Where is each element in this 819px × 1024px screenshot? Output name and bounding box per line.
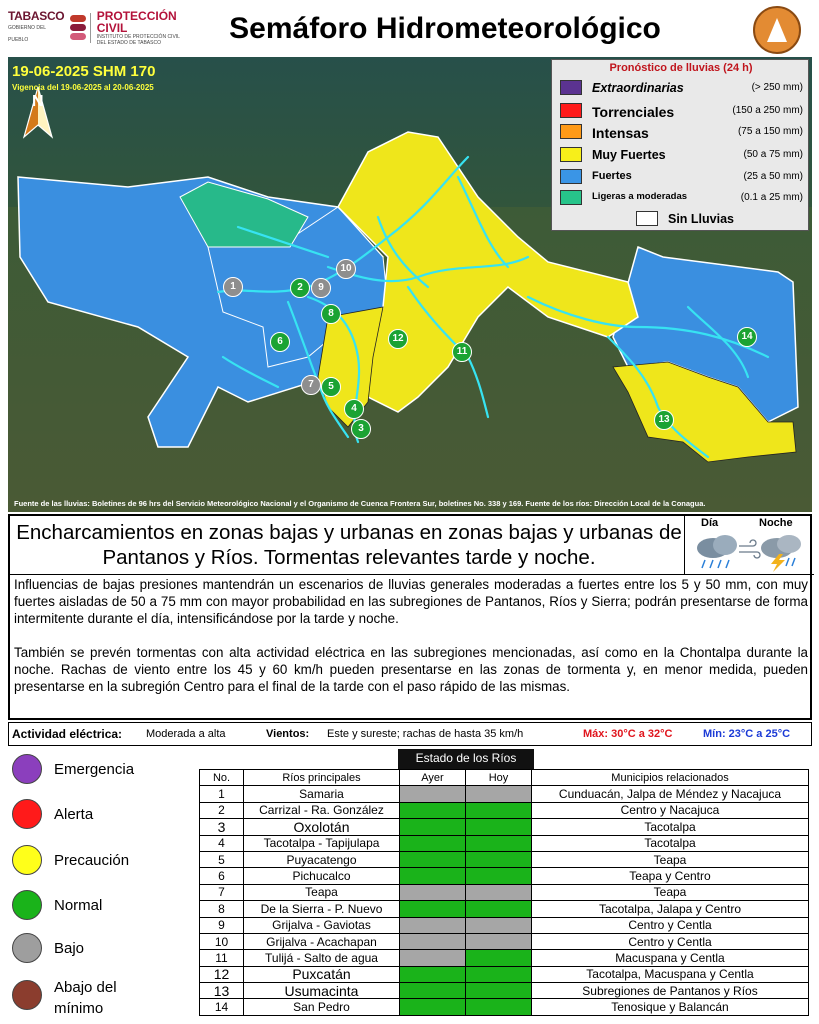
river-municipalities: Teapa <box>532 884 809 900</box>
river-number: 4 <box>200 835 244 851</box>
river-marker-12: 12 <box>388 329 408 349</box>
legend-range: (25 a 50 mm) <box>743 171 803 182</box>
river-number: 2 <box>200 802 244 818</box>
table-row <box>200 819 809 835</box>
river-municipalities: Centro y Nacajuca <box>532 802 809 818</box>
rivers-table <box>199 769 809 1016</box>
proteccion-civil-logo-text <box>97 10 193 46</box>
river-marker-9: 9 <box>311 278 331 298</box>
status-today-cell <box>466 819 532 835</box>
header-yesterday: Ayer <box>400 770 466 786</box>
status-yesterday-cell <box>400 786 466 802</box>
table-row <box>200 933 809 949</box>
status-today-cell <box>466 950 532 966</box>
table-row <box>200 950 809 966</box>
table-header-row <box>200 770 809 786</box>
river-name: Tulijá - Salto de agua <box>244 950 400 966</box>
min-temperature: Mín: 23°C a 25°C <box>703 728 791 740</box>
legend-label: Intensas <box>592 125 649 141</box>
map-source-note: Fuente de las lluvias: Boletines de 96 hrs del Servicio Meteorológico Nacional y el Organismo de Cuenca Frontera Sur, boletines No. 338 y 169. Fuente de los ríos: Dirección Local de la Conagua. <box>14 499 706 508</box>
bulletin-date-title: 19-06-2025 SHM 170 <box>12 63 156 80</box>
tabasco-logo-text <box>8 10 64 46</box>
status-dot <box>12 845 42 875</box>
status-yesterday-cell <box>400 950 466 966</box>
table-row <box>200 786 809 802</box>
legend-item-sin-lluvias <box>636 208 812 228</box>
river-marker-14: 14 <box>737 327 757 347</box>
legend-label: Muy Fuertes <box>592 148 666 162</box>
table-row <box>200 835 809 851</box>
status-today-cell <box>466 999 532 1015</box>
river-number: 13 <box>200 983 244 999</box>
storm-cloud-icon <box>761 535 801 572</box>
weather-info-bar <box>8 722 812 746</box>
header <box>0 0 819 56</box>
status-yesterday-cell <box>400 851 466 867</box>
river-number: 3 <box>200 819 244 835</box>
forecast-text <box>14 576 808 712</box>
river-name: Samaria <box>244 786 400 802</box>
tabasco-emblem-icon <box>70 15 84 41</box>
rain-storm-icons <box>691 530 809 572</box>
river-municipalities: Teapa <box>532 851 809 867</box>
river-marker-6: 6 <box>270 332 290 352</box>
status-dot <box>12 890 42 920</box>
river-municipalities: Subregiones de Pantanos y Ríos <box>532 983 809 999</box>
header-municipalities: Municipios relacionados <box>532 770 809 786</box>
table-row <box>200 966 809 982</box>
legend-item-torrenciales <box>560 100 805 120</box>
north-label: N <box>32 93 44 110</box>
river-municipalities: Tacotalpa <box>532 835 809 851</box>
forecast-paragraph-2: También se prevén tormentas con alta actividad eléctrica en las subregiones mencionadas, así como en la Chontalpa durante la noche. Rachas de viento entre los 45 y 60 km/h pueden presentarse en las zonas de tormenta y, en menor medida, pueden presentarse en la subregión Centro para el final de la tarde con el paso rápido de las mismas. <box>14 645 808 694</box>
electric-activity-label: Actividad eléctrica: <box>12 727 123 741</box>
forecast-headline: Encharcamientos en zonas bajas y urbanas en zonas bajas y urbanas de Pantanos y Ríos. Tormentas relevantes tarde y noche. <box>16 521 682 569</box>
river-name: Tacotalpa - Tapijulapa <box>244 835 400 851</box>
legend-swatch <box>560 147 582 162</box>
river-municipalities: Tacotalpa, Jalapa y Centro <box>532 901 809 917</box>
legend-swatch <box>560 190 582 205</box>
river-name: Carrizal - Ra. González <box>244 802 400 818</box>
legend-range: (150 a 250 mm) <box>732 105 803 116</box>
status-yesterday-cell <box>400 835 466 851</box>
river-marker-2: 2 <box>290 278 310 298</box>
status-yesterday-cell <box>400 983 466 999</box>
status-today-cell <box>466 802 532 818</box>
header-today: Hoy <box>466 770 532 786</box>
legend-swatch <box>636 211 658 226</box>
river-marker-4: 4 <box>344 399 364 419</box>
legend-range: (0.1 a 25 mm) <box>740 192 803 203</box>
winds-value: Este y sureste; rachas de hasta 35 km/h <box>327 728 524 740</box>
rivers-table-caption: Estado de los Ríos <box>398 749 534 769</box>
legend-item-muy-fuertes <box>560 144 805 164</box>
status-dot <box>12 754 42 784</box>
river-name: Puxcatán <box>244 966 400 982</box>
table-row <box>200 917 809 933</box>
river-marker-11: 11 <box>452 342 472 362</box>
rain-legend-title: Pronóstico de lluvias (24 h) <box>609 62 753 74</box>
status-today-cell <box>466 983 532 999</box>
status-today-cell <box>466 917 532 933</box>
river-number: 5 <box>200 851 244 867</box>
forecast-panel <box>8 514 812 720</box>
status-label: Precaución <box>54 852 130 869</box>
status-label: Alerta <box>54 806 94 823</box>
river-name: Usumacinta <box>244 983 400 999</box>
river-number: 10 <box>200 933 244 949</box>
river-municipalities: Cunduacán, Jalpa de Méndez y Nacajuca <box>532 786 809 802</box>
river-number: 7 <box>200 884 244 900</box>
river-name: Teapa <box>244 884 400 900</box>
status-label: Abajo del mínimo <box>54 979 117 1017</box>
river-municipalities: Tacotalpa, Macuspana y Centla <box>532 966 809 982</box>
forecast-paragraph-1: Influencias de bajas presiones mantendrán un escenarios de lluvias generales moderadas a fuertes entre los 5 y 50 mm, con muy fuertes aisladas de 50 a 75 mm con mayor probabilidad en las subregiones de Pantanos, Ríos y Sierra; podrán presentarse de forma intermitente durante el día, intensificándose por la tarde y noche. <box>14 577 808 626</box>
agency-subtitle-2: DEL ESTADO DE TABASCO <box>96 40 161 46</box>
legend-swatch <box>560 124 582 139</box>
status-dot <box>12 933 42 963</box>
river-municipalities: Teapa y Centro <box>532 868 809 884</box>
river-name: Grijalva - Acachapan <box>244 933 400 949</box>
max-temperature: Máx: 30°C a 32°C <box>583 728 673 740</box>
legend-range: (50 a 75 mm) <box>743 149 803 160</box>
river-marker-13: 13 <box>654 410 674 430</box>
river-marker-1: 1 <box>223 277 243 297</box>
river-name: Grijalva - Gaviotas <box>244 917 400 933</box>
legend-range: (75 a 150 mm) <box>737 126 803 137</box>
day-label: Día <box>701 517 719 529</box>
table-row <box>200 983 809 999</box>
night-label: Noche <box>759 517 793 529</box>
legend-range: (> 250 mm) <box>751 82 803 93</box>
river-number: 6 <box>200 868 244 884</box>
river-number: 12 <box>200 966 244 982</box>
legend-swatch <box>560 103 582 118</box>
table-row <box>200 999 809 1015</box>
tabasco-subtitle: GOBIERNO DEL PUEBLO <box>8 25 46 43</box>
status-today-cell <box>466 835 532 851</box>
page-title: Semáforo Hidrometeorológico <box>229 12 661 45</box>
header-no: No. <box>200 770 244 786</box>
day-night-icons <box>684 516 812 574</box>
agency-name: PROTECCIÓN CIVIL <box>96 9 177 35</box>
river-marker-5: 5 <box>321 377 341 397</box>
status-today-cell <box>466 786 532 802</box>
legend-swatch <box>560 169 582 184</box>
river-marker-10: 10 <box>336 259 356 279</box>
status-today-cell <box>466 933 532 949</box>
rain-cloud-icon <box>697 535 737 568</box>
status-dot <box>12 980 42 1010</box>
river-municipalities: Centro y Centla <box>532 933 809 949</box>
table-row <box>200 901 809 917</box>
status-yesterday-cell <box>400 999 466 1015</box>
legend-label: Extraordinarias <box>592 81 684 95</box>
river-name: Oxolotán <box>244 819 400 835</box>
river-number: 1 <box>200 786 244 802</box>
legend-item-ligeras <box>560 187 805 207</box>
river-municipalities: Centro y Centla <box>532 917 809 933</box>
bulletin-validity: Vigencia del 19-06-2025 al 20-06-2025 <box>12 83 154 92</box>
status-yesterday-cell <box>400 966 466 982</box>
status-yesterday-cell <box>400 802 466 818</box>
agency-subtitle-1: INSTITUTO DE PROTECCIÓN CIVIL <box>96 34 180 40</box>
river-number: 11 <box>200 950 244 966</box>
header-river: Ríos principales <box>244 770 400 786</box>
status-today-cell <box>466 901 532 917</box>
status-label: Normal <box>54 897 103 914</box>
river-number: 8 <box>200 901 244 917</box>
tabasco-proteccion-civil-logo <box>8 10 193 46</box>
legend-label: Fuertes <box>592 170 632 182</box>
status-today-cell <box>466 851 532 867</box>
status-label: Bajo <box>54 940 85 957</box>
river-name: San Pedro <box>244 999 400 1015</box>
legend-swatch <box>560 80 582 95</box>
status-yesterday-cell <box>400 884 466 900</box>
river-name: De la Sierra - P. Nuevo <box>244 901 400 917</box>
status-yesterday-cell <box>400 917 466 933</box>
table-row <box>200 851 809 867</box>
table-row <box>200 802 809 818</box>
river-marker-3: 3 <box>351 419 371 439</box>
river-number: 14 <box>200 999 244 1015</box>
winds-label: Vientos: <box>266 728 310 740</box>
forecast-header <box>10 516 814 575</box>
rain-legend <box>551 59 809 231</box>
river-municipalities: Tacotalpa <box>532 819 809 835</box>
river-name: Pichucalco <box>244 868 400 884</box>
status-yesterday-cell <box>400 819 466 835</box>
proteccion-civil-seal-icon <box>753 6 801 54</box>
legend-item-fuertes <box>560 166 805 186</box>
status-today-cell <box>466 868 532 884</box>
table-row <box>200 884 809 900</box>
status-dot <box>12 799 42 829</box>
logo-divider <box>90 13 91 43</box>
status-today-cell <box>466 884 532 900</box>
legend-label: Sin Lluvias <box>668 212 734 226</box>
status-yesterday-cell <box>400 901 466 917</box>
legend-label: Torrenciales <box>592 104 675 120</box>
status-yesterday-cell <box>400 933 466 949</box>
status-today-cell <box>466 966 532 982</box>
table-row <box>200 868 809 884</box>
legend-item-intensas <box>560 121 805 141</box>
legend-item-extraordinarias <box>560 77 805 97</box>
tabasco-name: TABASCO <box>8 9 65 23</box>
status-label: Emergencia <box>54 761 135 778</box>
river-name: Puyacatengo <box>244 851 400 867</box>
river-municipalities: Macuspana y Centla <box>532 950 809 966</box>
status-yesterday-cell <box>400 868 466 884</box>
river-municipalities: Tenosique y Balancán <box>532 999 809 1015</box>
river-marker-8: 8 <box>321 304 341 324</box>
legend-label: Ligeras a moderadas <box>592 191 688 202</box>
rain-forecast-map <box>8 57 812 512</box>
wind-icon <box>739 540 760 558</box>
river-marker-7: 7 <box>301 375 321 395</box>
electric-activity-value: Moderada a alta <box>146 728 226 740</box>
river-number: 9 <box>200 917 244 933</box>
